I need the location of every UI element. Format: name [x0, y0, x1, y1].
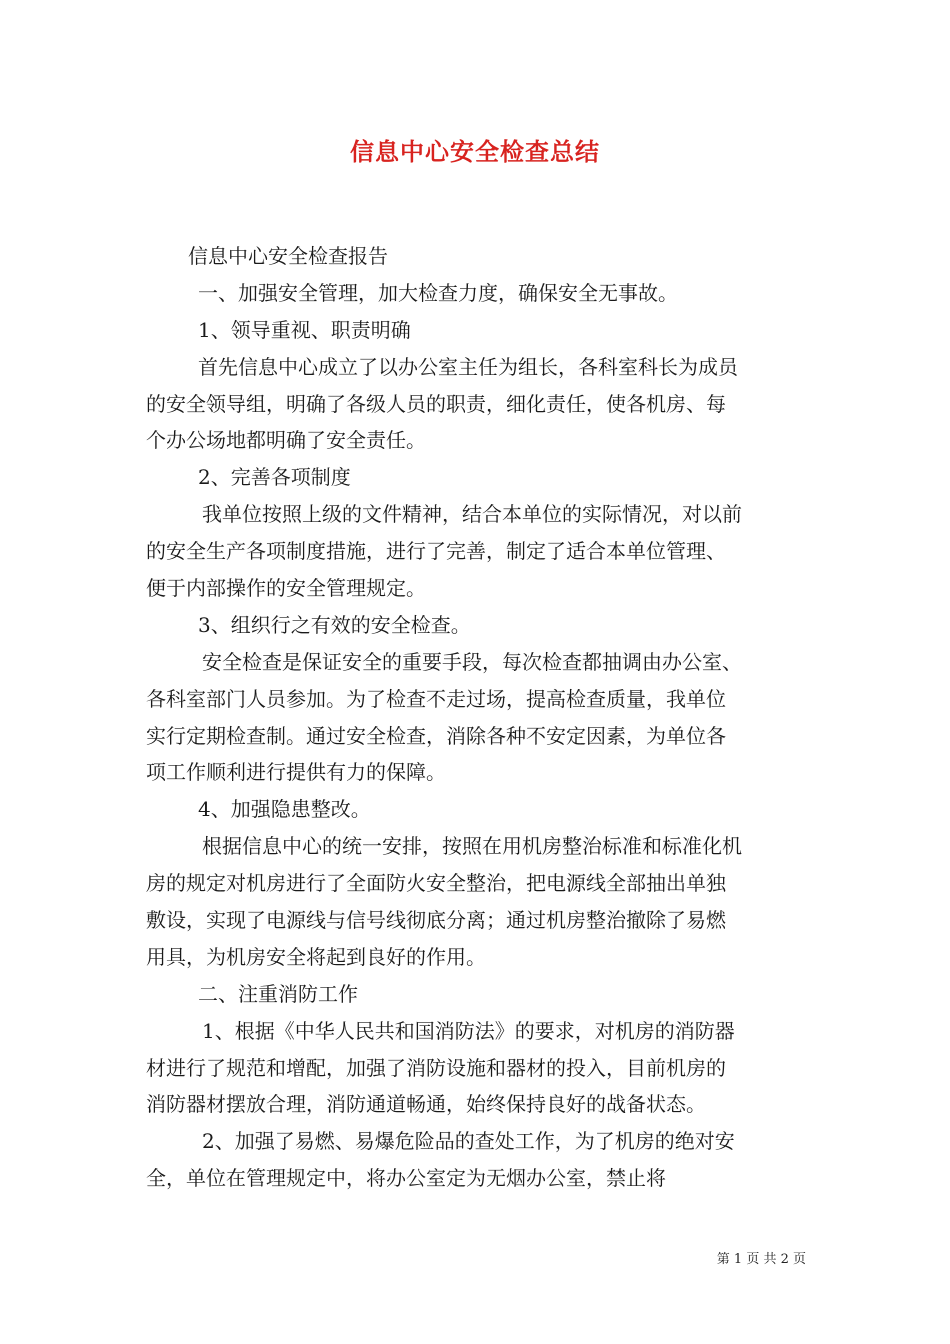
body-line: 消防器材摆放合理，消防通道畅通，始终保持良好的战备状态。 — [146, 1092, 706, 1117]
body-line: 二、注重消防工作 — [198, 981, 358, 1006]
body-line: 信息中心安全检查报告 — [188, 244, 388, 268]
body-line: 个办公场地都明确了安全责任。 — [146, 428, 426, 453]
body-line: 的安全生产各项制度措施，进行了完善，制定了适合本单位管理、 — [146, 539, 726, 564]
body-line: 2、加强了易燃、易爆危险品的查处工作，为了机房的绝对安 — [202, 1129, 735, 1154]
body-line: 一、加强安全管理，加大检查力度，确保安全无事故。 — [198, 280, 678, 305]
page-number: 第 1 页 共 2 页 — [716, 1252, 806, 1267]
body-line: 各科室部门人员参加。为了检查不走过场，提高检查质量，我单位 — [146, 686, 726, 711]
body-line: 3、组织行之有效的安全检查。 — [198, 612, 471, 637]
body-line: 项工作顺利进行提供有力的保障。 — [146, 760, 446, 785]
body-line: 根据信息中心的统一安排，按照在用机房整治标准和标准化机 — [202, 834, 742, 859]
body-line: 4、加强隐患整改。 — [198, 797, 371, 822]
document-title: 信息中心安全检查总结 — [350, 137, 600, 166]
document-body — [146, 238, 806, 1197]
body-line: 敷设，实现了电源线与信号线彻底分离；通过机房整治撤除了易燃 — [146, 908, 726, 933]
body-line: 房的规定对机房进行了全面防火安全整治，把电源线全部抽出单独 — [146, 871, 726, 896]
body-line: 的安全领导组，明确了各级人员的职责，细化责任，使各机房、每 — [146, 391, 726, 416]
body-line: 用具，为机房安全将起到良好的作用。 — [146, 944, 486, 969]
body-line: 1、根据《中华人民共和国消防法》的要求，对机房的消防器 — [202, 1018, 735, 1043]
body-line: 2、完善各项制度 — [198, 465, 351, 490]
body-line: 实行定期检查制。通过安全检查，消除各种不安定因素，为单位各 — [146, 723, 726, 748]
body-line: 首先信息中心成立了以办公室主任为组长，各科室科长为成员 — [198, 354, 738, 379]
body-line: 安全检查是保证安全的重要手段，每次检查都抽调由办公室、 — [202, 649, 742, 674]
body-line: 便于内部操作的安全管理规定。 — [146, 576, 426, 601]
body-line: 我单位按照上级的文件精神，结合本单位的实际情况，对以前 — [202, 502, 742, 527]
body-line: 全，单位在管理规定中，将办公室定为无烟办公室，禁止将 — [146, 1166, 666, 1191]
body-line: 1、领导重视、职责明确 — [198, 317, 411, 342]
body-line: 材进行了规范和增配，加强了消防设施和器材的投入，目前机房的 — [146, 1055, 726, 1080]
